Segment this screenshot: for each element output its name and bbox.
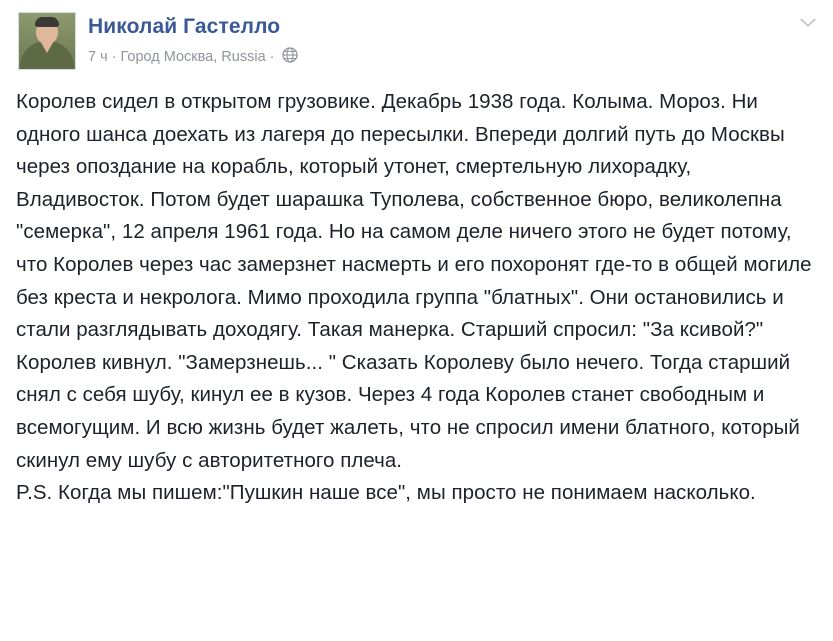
- globe-icon[interactable]: [282, 47, 298, 68]
- avatar[interactable]: [18, 12, 76, 70]
- post-paragraph: Королев сидел в открытом грузовике. Декабрь 1938 года. Колыма. Мороз. Ни одного шанса доехать из лагеря до пересылки. Впереди долгий путь до Москвы через опоздание на корабль, который утонет, смертельную лихорадку, Владивосток. Потом будет шарашка Туполева, собственное бюро, великолепна "семерка", 12 апреля 1961 года. Но на самом деле ничего этого не будет потому, что Королев через час замерзнет насмерть и его похоронят где-то в общей могиле без креста и некролога. Мимо проходила группа "блатных". Они остановились и стали разглядывать доходягу. Такая манерка. Старший спросил: "За ксивой?" Королев кивнул. "Замерзнешь... " Сказать Королеву было нечего. Тогда старший снял с себя шубу, кинул ее в кузов. Через 4 года Королев станет свободным и всемогущим. И всю жизнь будет жалеть, что не спросил имени блатного, который скинул ему шубу с авторитетного плеча.: [16, 90, 812, 472]
- post-header: [16, 12, 817, 70]
- post-paragraph: P.S. Когда мы пишем:"Пушкин наше все", мы просто не понимаем насколько.: [16, 481, 756, 505]
- meta-separator-2: ·: [269, 48, 275, 65]
- chevron-down-icon[interactable]: [797, 12, 819, 34]
- meta-separator-1: ·: [111, 48, 117, 65]
- post-header-text: [88, 12, 298, 67]
- avatar-head: [36, 19, 58, 44]
- post-location[interactable]: Город Москва, Russia: [120, 48, 266, 65]
- post-timestamp[interactable]: 7 ч: [88, 48, 108, 65]
- post-meta: [88, 46, 298, 67]
- post-message: [16, 86, 817, 510]
- post-author-name[interactable]: Николай Гастелло: [88, 15, 281, 38]
